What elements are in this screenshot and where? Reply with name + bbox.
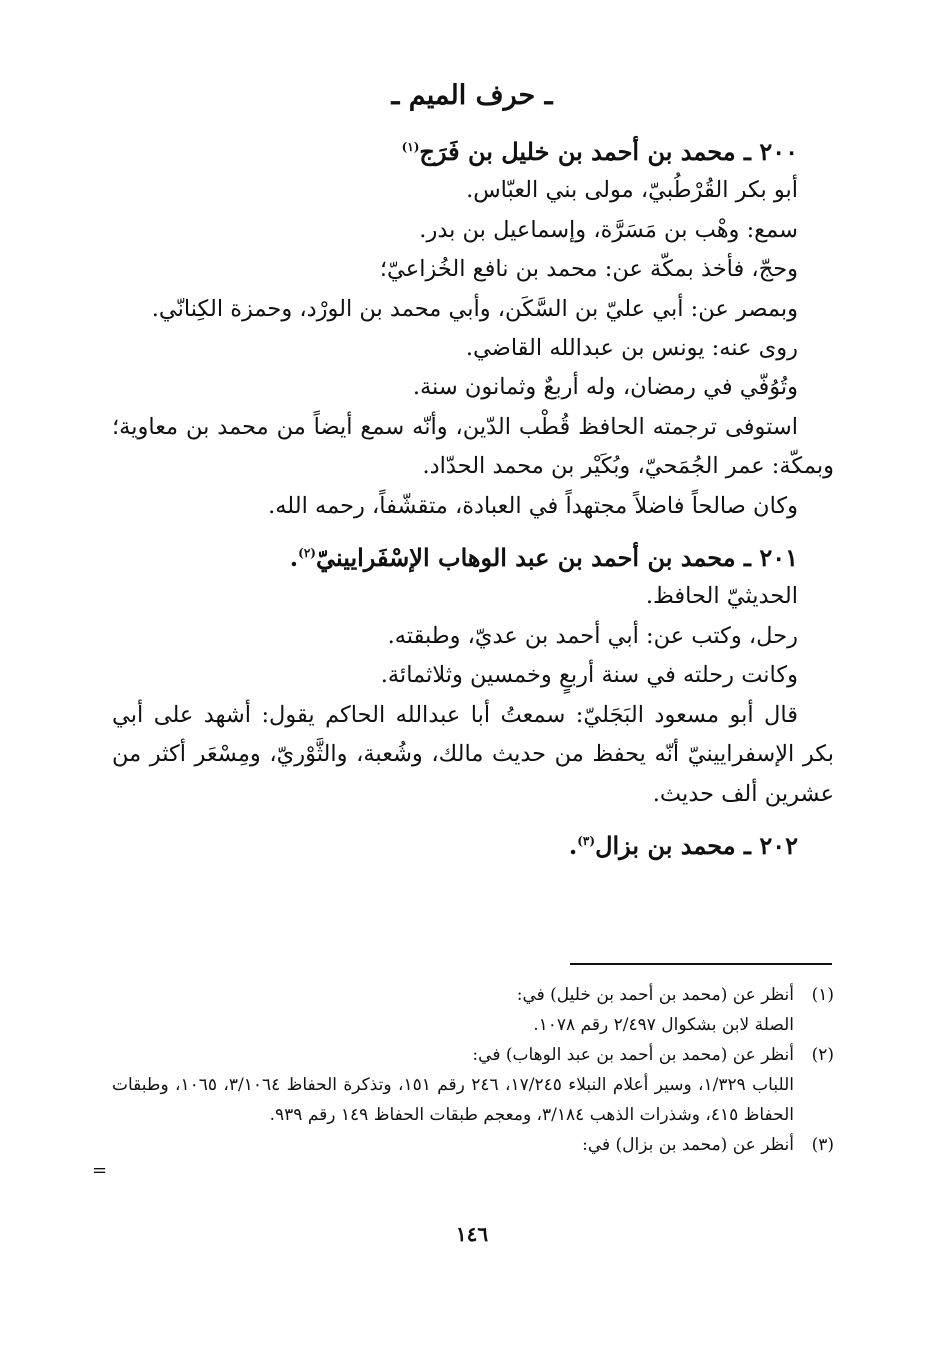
footnote-number: (٣) [811, 1135, 834, 1155]
section-header: ـ حرف الميم ـ [391, 80, 553, 111]
continuation-mark: = [92, 1160, 108, 1181]
footnote-text: أنظر عن (محمد بن أحمد بن خليل) في: [516, 985, 794, 1005]
entry-line: وحجّ، فأخذ بمكّة عن: محمد بن نافع الخُزاعيّ؛ [379, 256, 798, 283]
entry-line: وتُوُفّي في رمضان، وله أربعٌ وثمانون سنة. [412, 374, 798, 401]
footnote-text: أنظر عن (محمد بن بزال) في: [582, 1135, 794, 1155]
footnote-2 [112, 1040, 834, 1070]
entry-line: وكان صالحاً فاضلاً مجتهداً في العبادة، متقشّفاً، رحمه الله. [268, 492, 798, 519]
entry-line: رحل، وكتب عن: أبي أحمد بن عديّ، وطبقته. [387, 622, 798, 649]
footnote-text: الصلة لابن بشكوال ٢/٤٩٧ رقم ١٠٧٨. [533, 1015, 794, 1035]
footnote-3 [112, 1130, 834, 1160]
footnote-1 [112, 980, 834, 1010]
entry-line: وبمصر عن: أبي عليّ بن السَّكَن، وأبي محمد بن الورْد، وحمزة الكِنانّي. [151, 295, 798, 322]
entry-name: محمد بن بزال [595, 830, 736, 860]
footnote-ref: (٢) [298, 546, 316, 561]
entry-200 [112, 132, 834, 526]
footnote-text: اللباب ١/٣٢٩، وسير أعلام النبلاء ١٧/٢٤٥، ٢٤٦ رقم ١٥١، وتذكرة الحفاظ ٣/١٠٦٤، ١٠٦٥، وطبقات الحفاظ ٤١٥، وشذرات الذهب ٣/١٨٤، ومعجم طبقات الحفاظ ١٤٩ رقم ٩٣٩. [112, 1075, 795, 1125]
entry-line: أبو بكر القُرْطُبيّ، مولى بني العبّاس. [466, 177, 798, 204]
entry-line: وكانت رحلته في سنة أربعٍ وخمسين وثلاثمائة. [380, 662, 798, 689]
entry-title: ٢٠١ ـ محمد بن أحمد بن عبد الوهاب الإسْفَرايينيّ$^{(٢)}$. [289, 543, 798, 573]
entry-202 [112, 826, 834, 865]
entry-number: ٢٠٢ [759, 830, 798, 860]
footnote-divider [570, 963, 832, 965]
main-text [112, 132, 834, 865]
entry-201 [112, 538, 834, 814]
footnotes [112, 980, 834, 1160]
entry-line: سمع: وهْب بن مَسَرَّة، وإسماعيل بن بدر. [419, 216, 798, 243]
entry-name: محمد بن أحمد بن خليل بن فَرَج [419, 137, 736, 166]
entry-line: قال أبو مسعود البَجَليّ: سمعتُ أبا عبدالله الحاكم يقول: أشهد على أبي بكر الإسفرايينيّ أنّه يحفظ من حديث مالك، وشُعبة، والثَّوْريّ، ومِسْعَر أكثر من عشرين ألف حديث. [112, 701, 834, 807]
footnote-text: أنظر عن (محمد بن أحمد بن عبد الوهاب) في: [472, 1045, 794, 1065]
entry-number: ٢٠١ [759, 543, 798, 573]
footnote-ref: (١) [401, 140, 420, 154]
entry-line: روى عنه: يونس بن عبدالله القاضي. [465, 335, 798, 362]
footnote-ref: (٣) [577, 833, 596, 848]
entry-title: ٢٠٠ ـ محمد بن أحمد بن خليل بن فَرَج$^{(١)}$ [401, 137, 798, 166]
entry-title: ٢٠٢ ـ محمد بن بزال$^{(٣)}$. [568, 830, 798, 860]
page-number: ١٤٦ [455, 1222, 489, 1246]
entry-line: استوفى ترجمته الحافظ قُطْب الدّين، وأنّه سمع أيضاً من محمد بن معاوية؛ وبمكّة: عمر الجُمَحيّ، وبُكَيْر بن محمد الحدّاد. [112, 413, 834, 480]
footnote-number: (١) [811, 985, 834, 1005]
entry-number: ٢٠٠ [759, 137, 798, 166]
footnote-number: (٢) [811, 1045, 834, 1065]
entry-name: محمد بن أحمد بن عبد الوهاب الإسْفَرايينيّ [315, 543, 736, 573]
entry-line: الحديثيّ الحافظ. [645, 583, 798, 610]
